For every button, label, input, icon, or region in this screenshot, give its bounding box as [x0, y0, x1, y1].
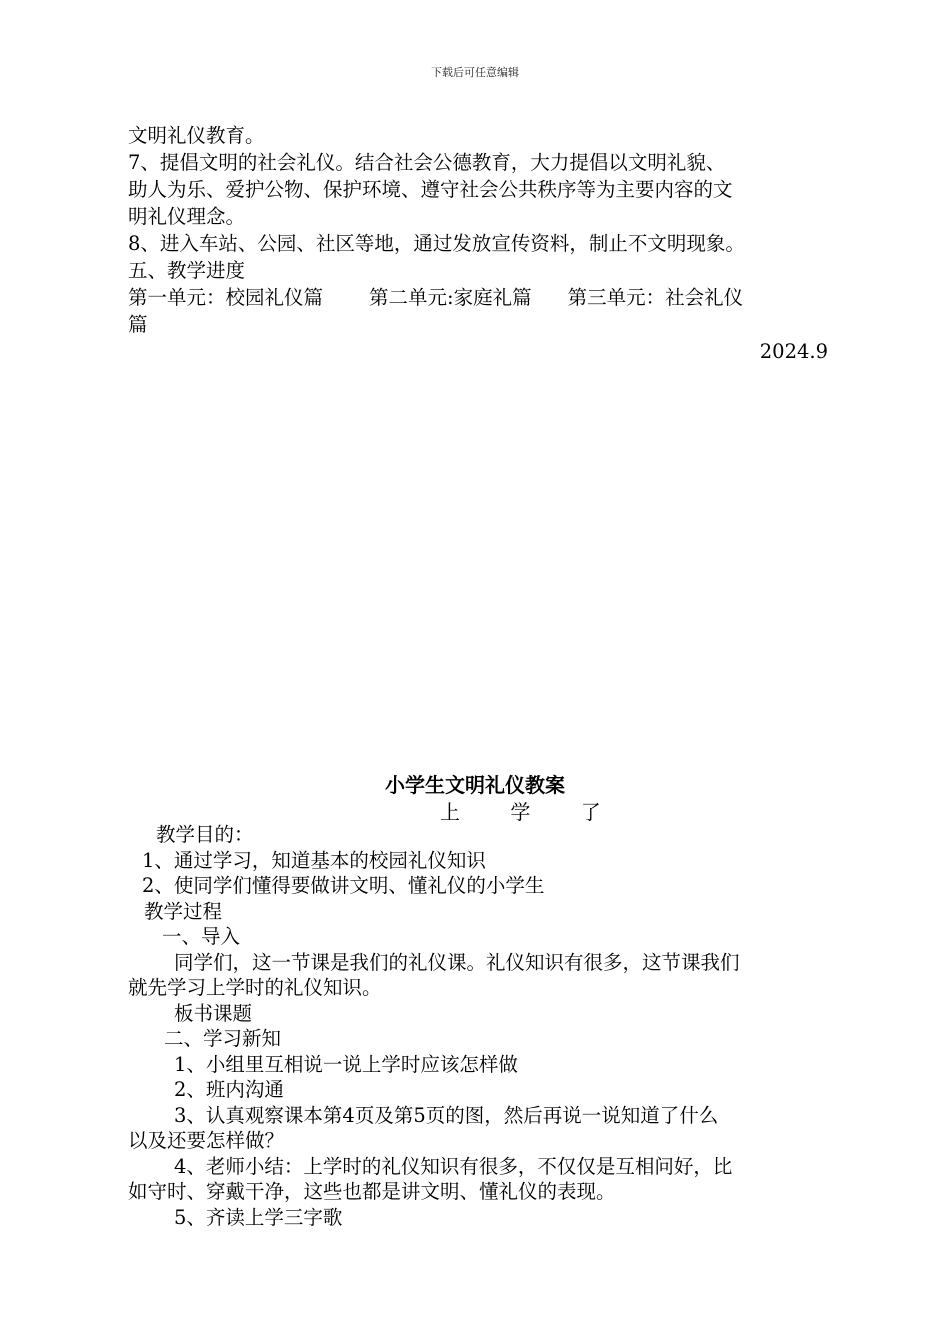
- part-2-heading: 二、学习新知: [164, 1027, 282, 1050]
- part-1-heading: 一、导入: [162, 925, 241, 948]
- step-3-line-1: 3、认真观察课本第4页及第5页的图，然后再说一说知道了什么: [174, 1103, 719, 1127]
- lesson-body: [128, 822, 828, 1230]
- step-5: 5、齐读上学三字歌: [174, 1205, 343, 1229]
- item-8: 8、进入车站、公园、社区等地，通过发放宣传资料，制止不文明现象。: [128, 232, 745, 255]
- lesson-title: 小学生文明礼仪教案: [385, 773, 565, 797]
- goal-1: 1、通过学习，知道基本的校园礼仪知识: [142, 848, 486, 872]
- lesson-subtitle: 上 学 了: [440, 800, 623, 824]
- heading-teaching-schedule: 五、教学进度: [128, 259, 246, 282]
- unit-3: 第三单元：社会礼仪: [567, 286, 744, 309]
- item-7-line-3: 明礼仪理念。: [128, 205, 246, 228]
- step-3-line-2: 以及还要怎样做？: [128, 1129, 285, 1152]
- text-line: 文明礼仪教育。: [128, 124, 265, 147]
- intro-line-2: 就先学习上学时的礼仪知识。: [128, 976, 382, 999]
- step-1: 1、小组里互相说一说上学时应该怎样做: [174, 1052, 518, 1076]
- item-7-line-2: 助人为乐、爱护公物、保护环境、遵守社会公共秩序等为主要内容的文: [128, 178, 733, 201]
- step-4-line-2: 如守时、穿戴干净，这些也都是讲文明、懂礼仪的表现。: [128, 1180, 616, 1203]
- goal-2: 2、使同学们懂得要做讲文明、懂礼仪的小学生: [142, 874, 545, 897]
- page-header: 下载后可任意编辑: [431, 66, 519, 79]
- board-title: 板书课题: [174, 1001, 253, 1025]
- unit-1: 第一单元：校园礼仪篇: [128, 286, 324, 309]
- unit-2: 第二单元:家庭礼篇: [369, 286, 532, 309]
- item-7-line-1: 7、提倡文明的社会礼仪。结合社会公德教育，大力提倡以文明礼貌、: [128, 151, 726, 174]
- section-continuation: [128, 122, 828, 365]
- step-2: 2、班内沟通: [174, 1078, 284, 1101]
- date: 2024.9: [759, 340, 828, 363]
- goals-heading: 教学目的：: [156, 823, 254, 846]
- step-4-line-1: 4、老师小结：上学时的礼仪知识有很多，不仅仅是互相问好，比: [174, 1154, 733, 1178]
- units-line: [128, 284, 828, 311]
- intro-line-1: 同学们，这一节课是我们的礼仪课。礼仪知识有很多，这节课我们: [174, 950, 740, 974]
- process-heading: 教学过程: [144, 899, 223, 923]
- unit-3-tail: 篇: [128, 313, 148, 336]
